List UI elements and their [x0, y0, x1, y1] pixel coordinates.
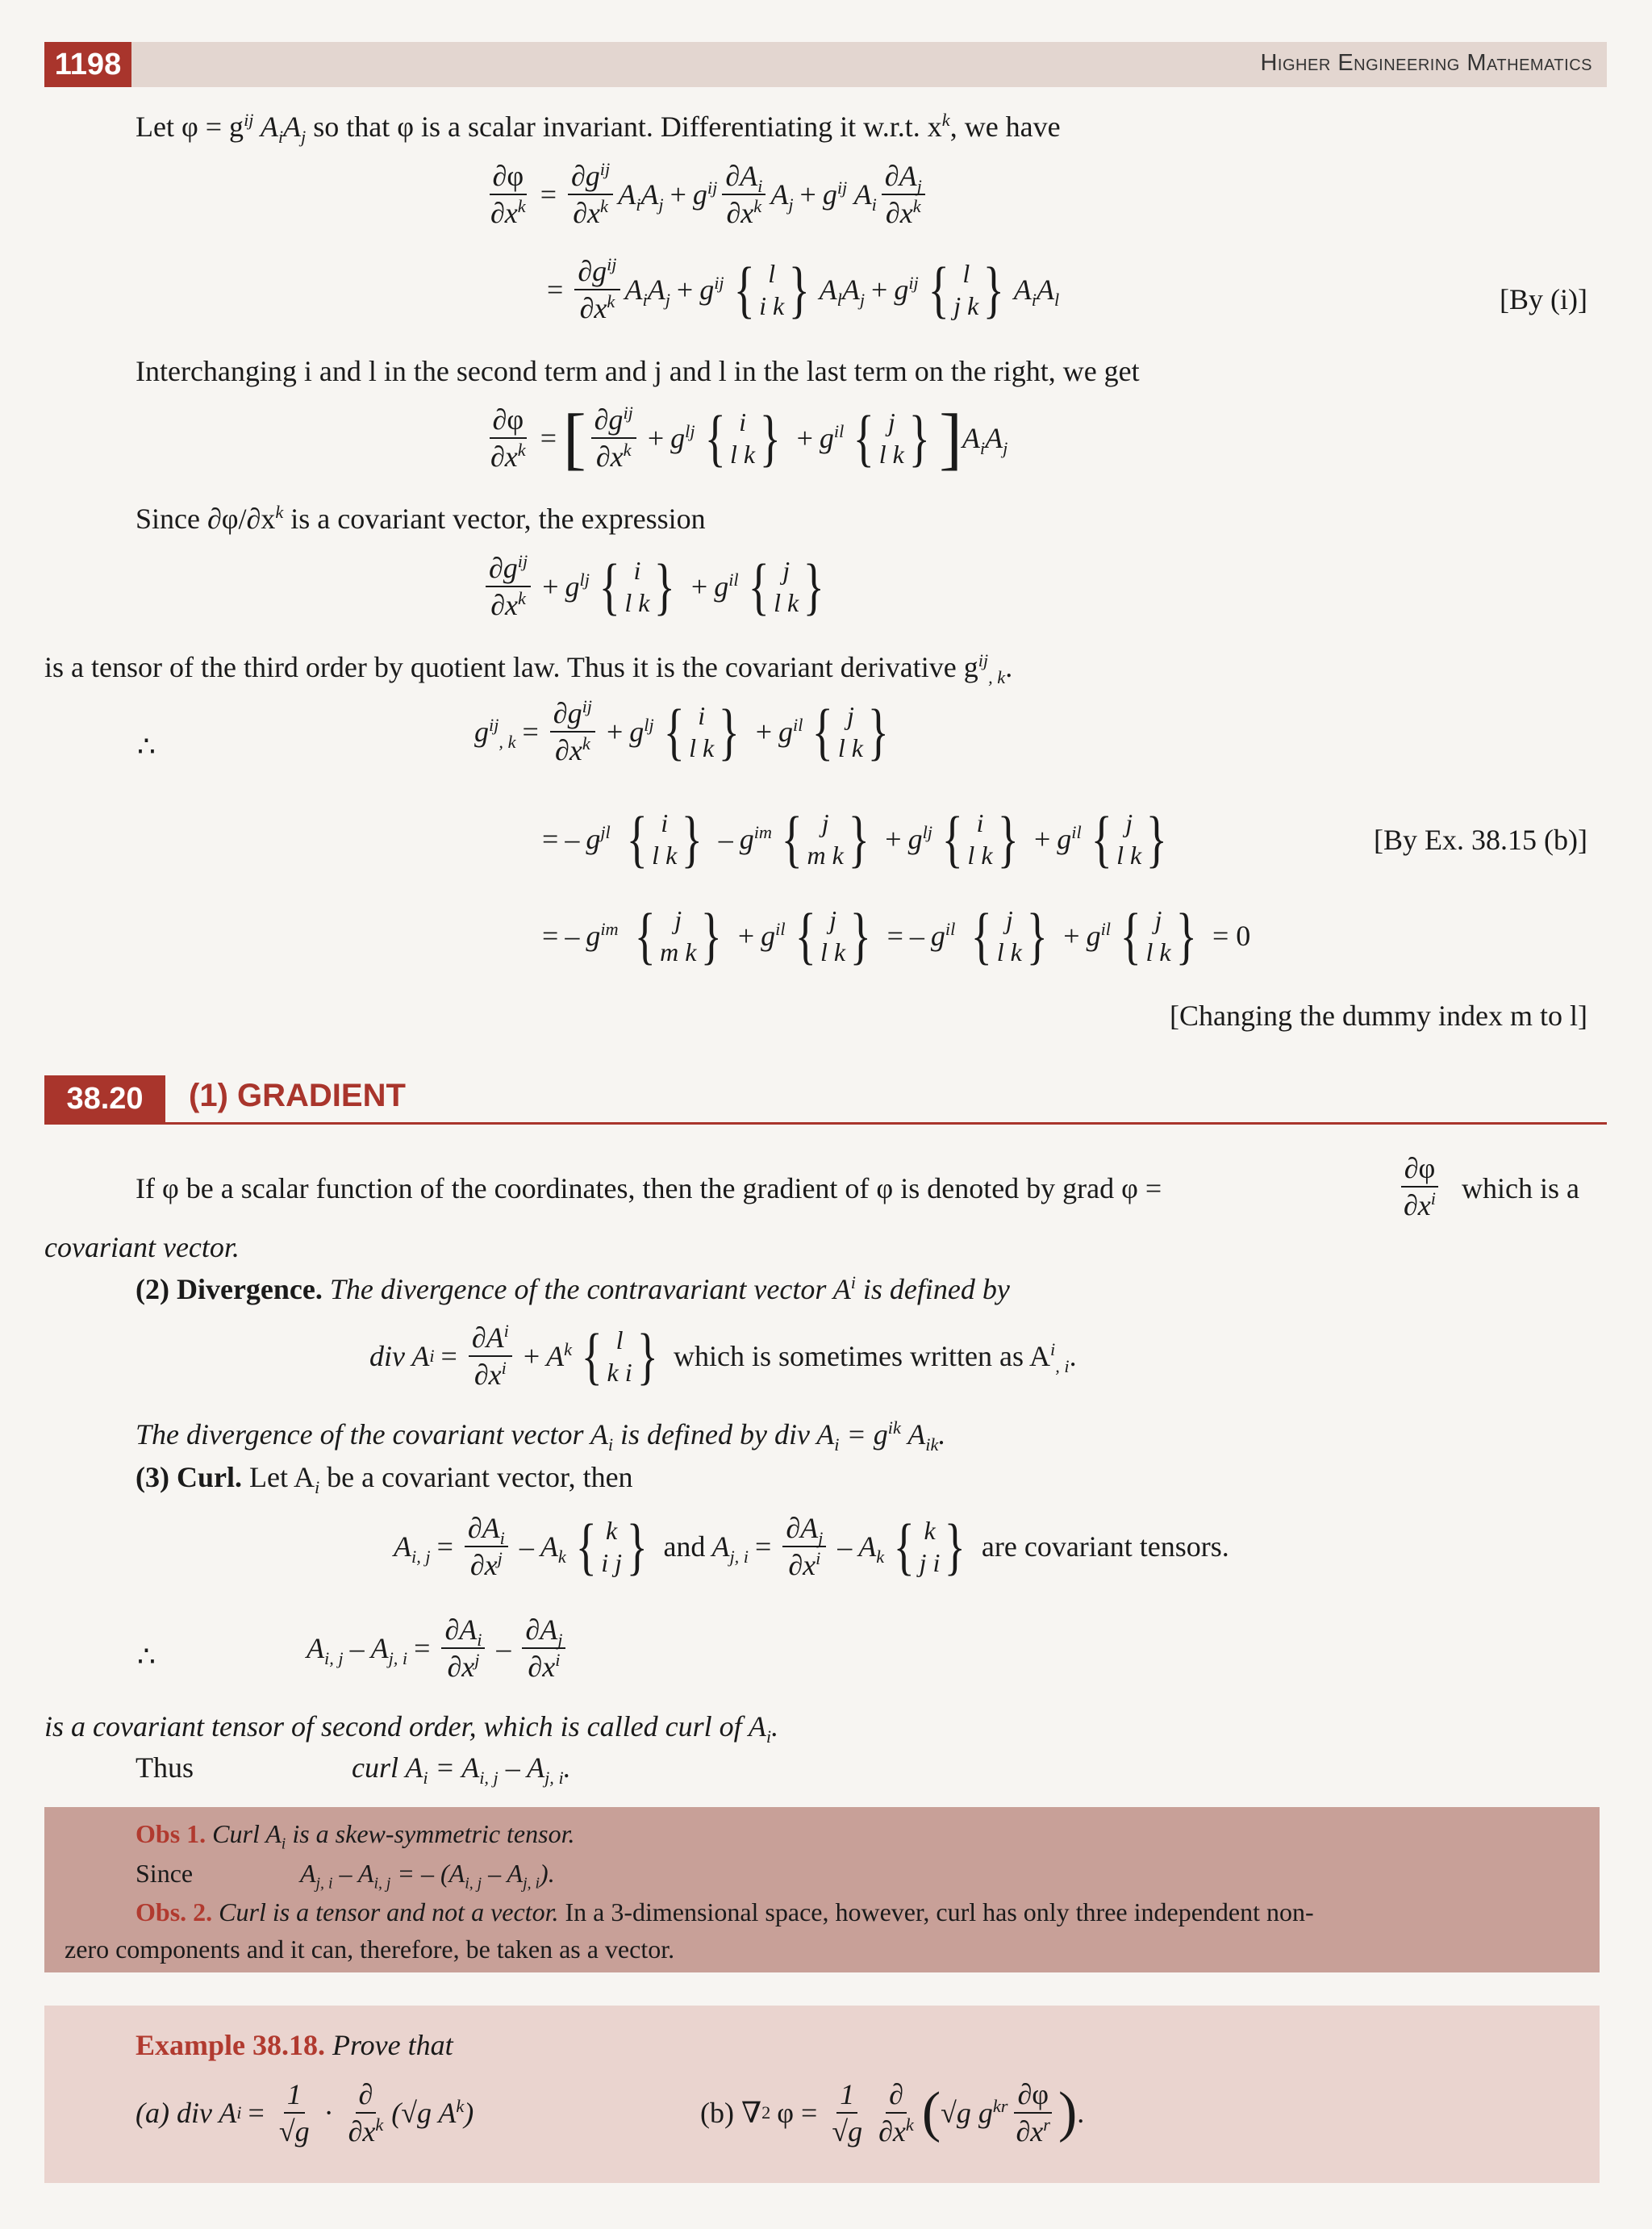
tensor-third-order-text: is a tensor of the third order by quotient law. Thus it is the covariant derivative $g^{ij}_{, k}$.: [44, 650, 1013, 688]
intro-line: Let $\varphi = g^{ij}$ $A_iA_j$ so that φ is a scalar invariant. Differentiating it w.r.t. $x^k$, we have: [136, 110, 1061, 148]
changing-dummy-ref: [Changing the dummy index m to l]: [1170, 1000, 1587, 1032]
equation-bracketed: $\frac{\partial\varphi}{\partial x^k}$ = [ $\frac{\partial g^{ij}}{\partial x^k}$ + $g^{lj}$ { i l k } + $g^{il}$ { j l k } ] $A_iA_j$: [490, 399, 1008, 477]
equation-covariant-derivative: $g^{ij}_{, k}$ = $\frac{\partial g^{ij}}{\partial x^k}$ + $g^{lj}$ { i l k } + $g^{il}$ { j l k }: [474, 696, 889, 766]
example-part-a: (a) div A i = $\frac{1}{√g}$ · $\frac{\partial}{\partial x^k}$ (√g $A^k$): [136, 2078, 474, 2148]
curl-definition: curl $A_i = A_{i, j} - A_{j, i}$.: [352, 1751, 571, 1789]
obs2-line: Obs. 2. Curl is a tensor and not a vector. In a 3-dimensional space, however, curl has only three independent non-: [136, 1897, 1314, 1926]
equation-dphi: $\frac{\partial\varphi}{\partial x^k}$ = $\frac{\partial g^{ij}}{\partial x^k}$ $A_iA_j$ + $g^{ij}$ $\frac{\partial A_i}{\partial x^k}$ $A_j$ + $g^{ij}$ $A_i$ $\frac{\partial A_j}{\partial x^k}$: [482, 161, 930, 227]
curl-intro: (3) Curl. Let $A_i$ be a covariant vector, then: [136, 1461, 633, 1498]
equation-curl-difference: $A_{i, j}$ – $A_{j, i}$ = $\frac{\partial A_i}{\partial x^j}$ – $\frac{\partial A_j}{\partial x^i}$: [307, 1615, 570, 1681]
equation-christoffel-1: = $\frac{\partial g^{ij}}{\partial x^k}$ $A_iA_j$ + $g^{ij}$ { l i k } $A_lA_j$ + $g^{ij}$ { l j k } $A_iA_l$: [547, 254, 1060, 324]
obs1-formula: $A_{j, i} - A_{i, j}$ = – $(A_{i, j} - A_{j, i})$.: [300, 1859, 555, 1893]
example-part-b: (b) ∇ 2 φ = $\frac{1}{√g}$ $\frac{\partial}{\partial x^k}$ ( √g $g^{kr}$ $\frac{\partial\varphi}{\partial x^r}$ ) .: [700, 2078, 1085, 2148]
page-number: 1198: [44, 42, 131, 87]
section-title: (1) GRADIENT: [189, 1078, 406, 1113]
equation-expression: $\frac{\partial g^{ij}}{\partial x^k}$ + $g^{lj}$ { i l k } + $g^{il}$ { j l k }: [481, 553, 834, 620]
gradient-text-end: which is a: [1462, 1172, 1579, 1204]
gradient-text: If φ be a scalar function of the coordinates, then the gradient of φ is denoted by grad φ =: [136, 1172, 1162, 1204]
obs1-line: Obs 1. Curl $A_i$ is a skew-symmetric tensor.: [136, 1819, 575, 1853]
section-number: 38.20: [44, 1075, 165, 1122]
equation-expanded: = – $g^{jl}$ { i l k } – $g^{im}$ { j m k } + $g^{lj}$ { i l k } + $g^{il}$ { j l k }: [542, 804, 1168, 874]
since-covariant-text: Since $\partial\varphi/\partial x^k$ is a covariant vector, the expression: [136, 502, 706, 535]
example-heading: Example 38.18. Prove that: [136, 2029, 453, 2061]
divergence-intro: (2) Divergence. The divergence of the contravariant vector $A^i$ is defined by: [136, 1272, 1010, 1305]
equation-zero: = – $g^{im}$ { j m k } + $g^{il}$ { j l k } = – $g^{il}$ { j l k } + $g^{il}$ { j l k } = 0: [542, 900, 1251, 970]
therefore-symbol-2: ∴: [137, 1640, 156, 1672]
obs1-since: Since: [136, 1859, 194, 1888]
by-ex-ref: [By Ex. 38.15 (b)]: [1374, 824, 1587, 856]
gradient-fraction: $\frac{\partial\varphi}{\partial x^i}$: [1395, 1154, 1444, 1220]
curl-second-order: is a covariant tensor of second order, which is called curl of $A_i$.: [44, 1710, 779, 1747]
by-i-ref: [By (i)]: [1500, 283, 1587, 315]
interchanging-text: Interchanging i and l in the second term and j and l in the last term on the right, we get: [136, 355, 1140, 387]
divergence-covariant: The divergence of the covariant vector $A_i$ is defined by div $A_i = g^{ik}$ $A_{ik}$.: [136, 1417, 946, 1455]
therefore-symbol: ∴: [137, 730, 156, 762]
running-head: Higher Engineering Mathematics: [1260, 50, 1592, 76]
section-rule: [44, 1122, 1607, 1125]
obs2-line2: zero components and it can, therefore, be taken as a vector.: [65, 1935, 675, 1964]
curl-thus: Thus: [136, 1751, 194, 1784]
equation-divergence: div A i = $\frac{\partial A^i}{\partial x^i}$ + $A^k$ { l k i } which is sometimes written as $A^i_{, i}$.: [369, 1321, 1077, 1391]
equation-curl-components: $A_{i, j}$ = $\frac{\partial A_i}{\partial x^j}$ – $A_k$ { k i j } and $A_{j, i}$ = $\frac{\partial A_j}{\partial x^i}$ – $A_k$ { k j i } are covariant tensors.: [394, 1511, 1229, 1581]
gradient-covariant: covariant vector.: [44, 1231, 240, 1263]
